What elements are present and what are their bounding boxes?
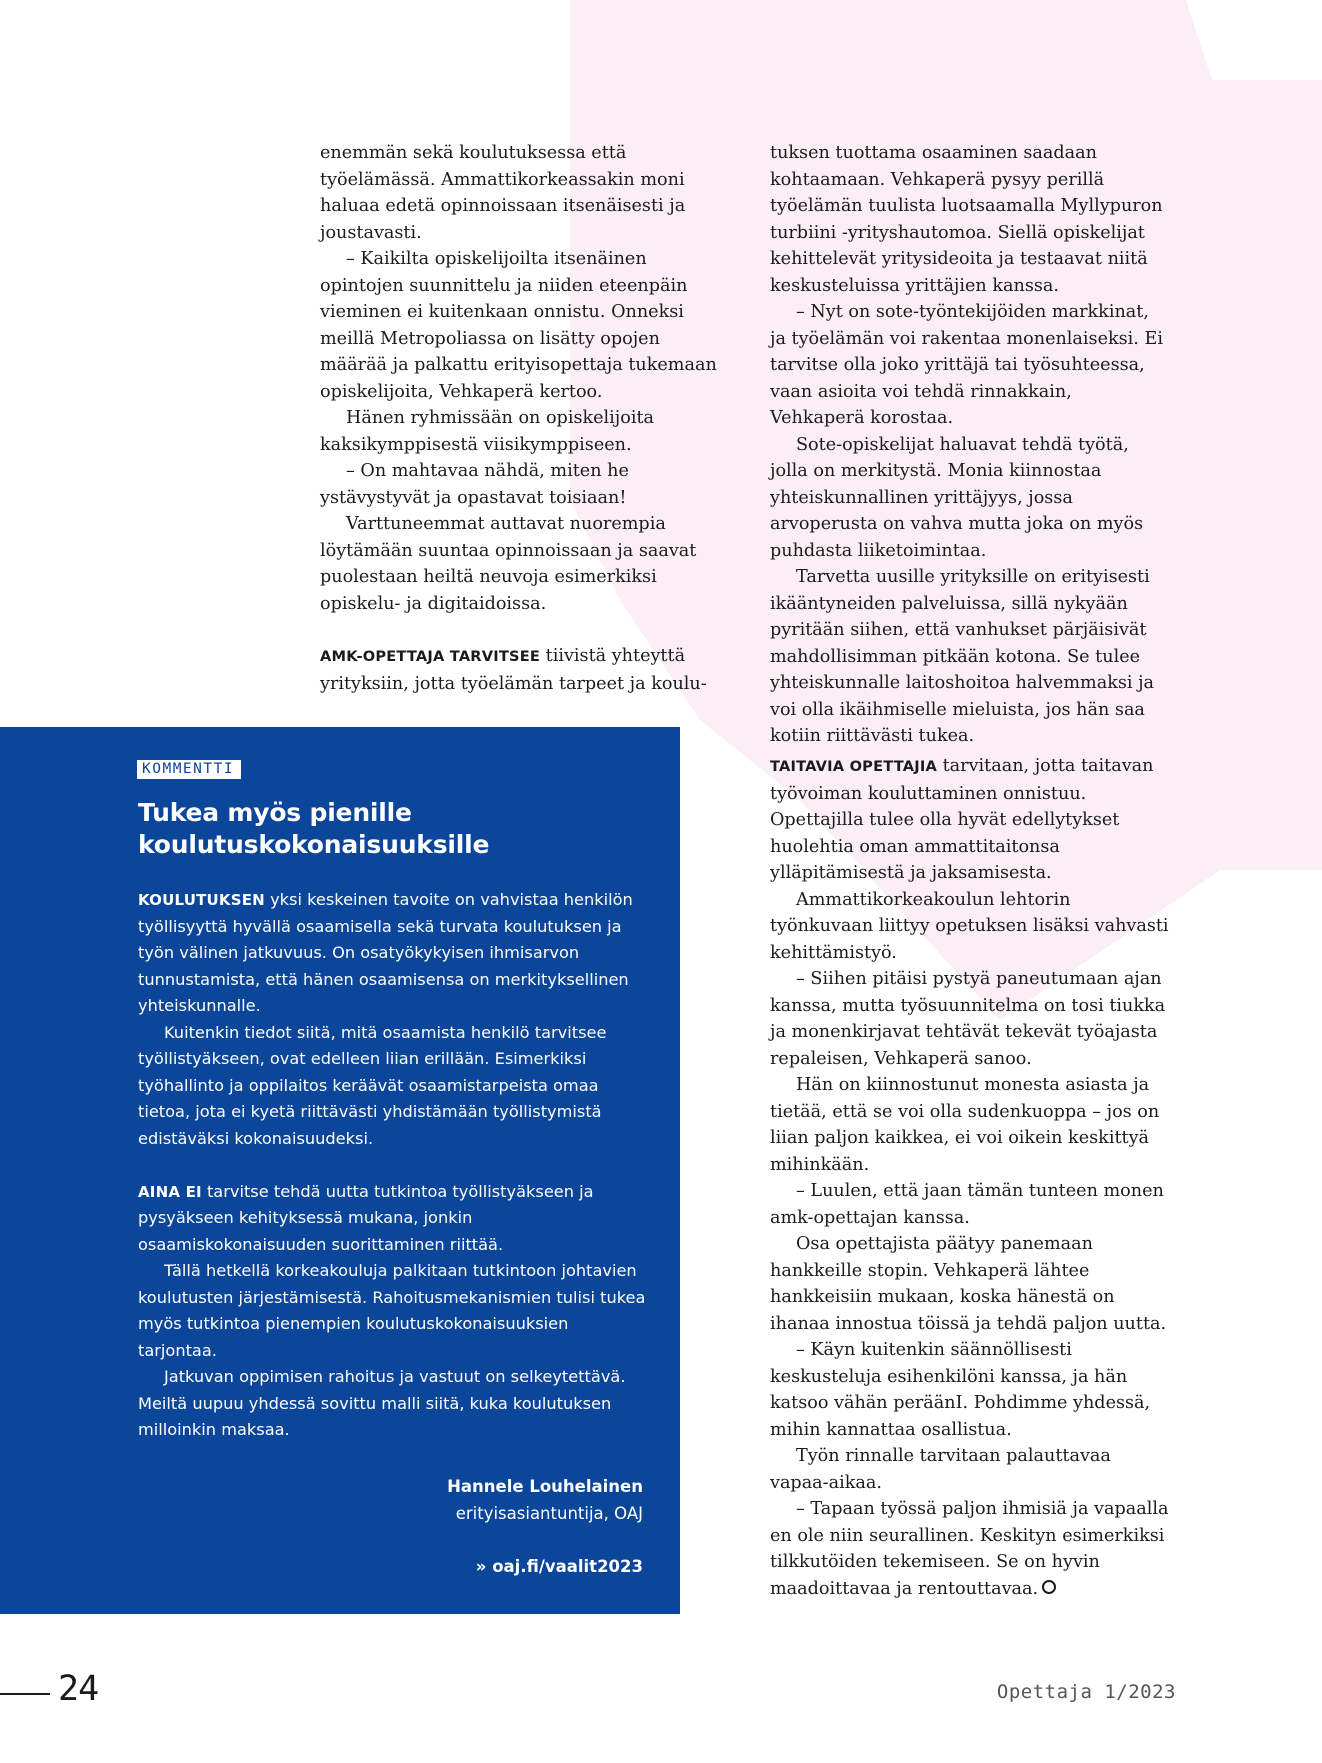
paragraph: – On mahtavaa nähdä, miten he ystävystyvät ja opastavat toisiaan!: [320, 461, 629, 508]
end-mark-icon: [1042, 1580, 1056, 1594]
paragraph: – Luulen, että jaan tämän tunteen monen amk-opettajan kanssa.: [770, 1181, 1164, 1228]
paragraph: – Käyn kuitenkin säännöllisesti keskusteluja esihenkilöni kanssa, ja hän katsoo vähän peräänI. Pohdimme yhdessä, mihin kannattaa osallistua.: [770, 1340, 1151, 1440]
comment-lead: AINA EI: [138, 1182, 202, 1201]
comment-text: yksi keskeinen tavoite on vahvistaa henkilön työllisyyttä hyvällä osaamisella sekä turvata koulutuksen ja työn välinen jatkuvuus. On osatyökykyisen ihmisarvon tunnustamista, että hänen osaamisensa on merkityksellinen yhteiskunnalle.: [138, 890, 633, 1015]
comment-lead: KOULUTUKSEN: [138, 891, 265, 909]
paragraph-text: – Tapaan työssä paljon ihmisiä ja vapaalla en ole niin seurallinen. Keskityn esimerkiksi tilkkutöiden tekemiseen. Se on hyvin maadoittavaa ja rentouttavaa.: [770, 1499, 1169, 1599]
section-paragraph: [770, 753, 1170, 887]
comment-paragraph: Jatkuvan oppimisen rahoitus ja vastuut on selkeytettävä. Meiltä uupuu yhdessä sovittu malli siitä, kuka koulutuksen milloinkin maksaa.: [138, 1367, 626, 1439]
section-paragraph: [320, 643, 720, 697]
section-lead: AMK-OPETTAJA TARVITSEE: [320, 648, 541, 665]
comment-paragraph: Tällä hetkellä korkeakouluja palkitaan tutkintoon johtavien koulutusten järjestämisestä. Rahoitusmekanismien tulisi tukea myös tutkintoa pienempien koulutuskokonaisuuksien tarjontaa.: [138, 1261, 646, 1360]
paragraph: Hän on kiinnostunut monesta asiasta ja tietää, että se voi olla sudenkuoppa – jos on liian paljon kaikkea, ei voi oikein keskittyä mihinkään.: [770, 1075, 1160, 1175]
paragraph: Työn rinnalle tarvitaan palauttavaa vapaa-aikaa.: [770, 1446, 1111, 1493]
comment-paragraph: [138, 1179, 648, 1259]
comment-box: [0, 727, 680, 1614]
comment-text: tarvitse tehdä uutta tutkintoa työllistyäkseen ja pysyäkseen kehityksessä mukana, jonkin osaamiskokonaisuuden suorittaminen riittää.: [138, 1181, 594, 1254]
paragraph: Hänen ryhmissään on opiskelijoita kaksikymppisestä viisikymppiseen.: [320, 408, 655, 455]
author-title: erityisasiantuntija, OAJ: [455, 1504, 643, 1523]
section-text: tiivistä yhteyttä yrityksiin, jotta työelämän tarpeet ja koulu-: [320, 646, 707, 694]
comment-paragraph: [138, 887, 648, 1020]
paragraph: Sote-opiskelijat haluavat tehdä työtä, jolla on merkitystä. Monia kiinnostaa yhteiskunnallinen yrittäjyys, jossa arvoperusta on vahva mutta joka on myös puhdasta liiketoimintaa.: [770, 434, 1144, 561]
article-column-middle: [320, 140, 720, 697]
paragraph: – Siihen pitäisi pystyä paneutumaan ajan kanssa, mutta työsuunnitelma on tosi tiukka ja monenkirjavat tehtävät tekevät työajasta repaleisen, Vehkaperä sanoo.: [770, 969, 1166, 1069]
paragraph: Ammattikorkeakoulun lehtorin työnkuvaan liittyy opetuksen lisäksi vahvasti kehittämistyö.: [770, 889, 1169, 963]
paragraph: tuksen tuottama osaaminen saadaan kohtaamaan. Vehkaperä pysyy perillä työelämän tuulista luotsaamalla Myllypuron turbiini -yrityshautomoa. Siellä opiskelijat kehittelevät yritysideoita ja testaavat niitä keskusteluissa yrittäjien kanssa.: [770, 143, 1163, 296]
author-name: Hannele Louhelainen: [447, 1477, 643, 1496]
comment-title: Tukea myös pienille koulutuskokonaisuuksille: [138, 798, 490, 859]
comment-paragraph: Kuitenkin tiedot siitä, mitä osaamista henkilö tarvitsee työllistyäkseen, ovat edelleen liian erillään. Esimerkiksi työhallinto ja oppilaitos keräävät osaamistarpeista omaa tietoa, jota ei kyetä riittävästi yhdistämään työllistymistä edistäväksi kokonaisuudeksi.: [138, 1022, 607, 1148]
comment-kicker: KOMMENTTI: [137, 760, 241, 779]
comment-link[interactable]: » oaj.fi/vaalit2023: [475, 1557, 643, 1576]
paragraph: Varttuneemmat auttavat nuorempia löytämään suuntaa opinnoissaan ja saavat puolestaan heiltä neuvoja esimerkiksi opiskelu- ja digitaidoissa.: [320, 514, 697, 614]
page-number-rule: [0, 1693, 50, 1695]
magazine-issue: Opettaja 1/2023: [996, 1681, 1176, 1703]
page-number: 24: [58, 1669, 99, 1709]
section-text: tarvitaan, jotta taitavan työvoiman kouluttaminen onnistuu. Opettajilla tulee olla hyvät edellytykset huolehtia oman ammattitaitonsa ylläpitämisestä ja jaksamisesta.: [770, 756, 1154, 883]
comment-body: [138, 887, 648, 1444]
paragraph: Osa opettajista päätyy panemaan hankkeille stopin. Vehkaperä lähtee hankkeisiin mukaan, koska hänestä on ihanaa innostua töissä ja tehdä paljon uutta.: [770, 1234, 1167, 1334]
paragraph: Tarvetta uusille yrityksille on erityisesti ikääntyneiden palveluissa, sillä nykyään pyritään siihen, että vanhukset pärjäisivät mahdollisimman pitkään kotona. Se tulee yhteiskunnalle laitoshoitoa halvemmaksi ja voi olla ikäihmiselle mieluista, jos hän saa kotiin riittävästi tukea.: [770, 567, 1155, 746]
section-lead: TAITAVIA OPETTAJIA: [770, 758, 938, 775]
paragraph: – Kaikilta opiskelijoilta itsenäinen opintojen suunnittelu ja niiden eteenpäin vieminen ei kuitenkaan onnistu. Onneksi meillä Metropoliassa on lisätty opojen määrää ja palkattu erityisopettaja tukemaan opiskelijoita, Vehkaperä kertoo.: [320, 249, 717, 402]
paragraph: enemmän sekä koulutuksessa että työelämässä. Ammattikorkeassakin moni haluaa edetä opinnoissaan itsenäisesti ja joustavasti.: [320, 143, 686, 243]
article-column-right-bottom: [770, 753, 1170, 1602]
paragraph: – Nyt on sote-työntekijöiden markkinat, ja työelämän voi rakentaa monenlaiseksi. Ei tarvitse olla joko yrittäjä tai työsuhteessa, vaan asioita voi tehdä rinnakkain, Vehkaperä korostaa.: [770, 302, 1163, 428]
article-column-right-top: [770, 140, 1170, 750]
last-paragraph: [770, 1496, 1170, 1602]
comment-author: [447, 1473, 643, 1527]
